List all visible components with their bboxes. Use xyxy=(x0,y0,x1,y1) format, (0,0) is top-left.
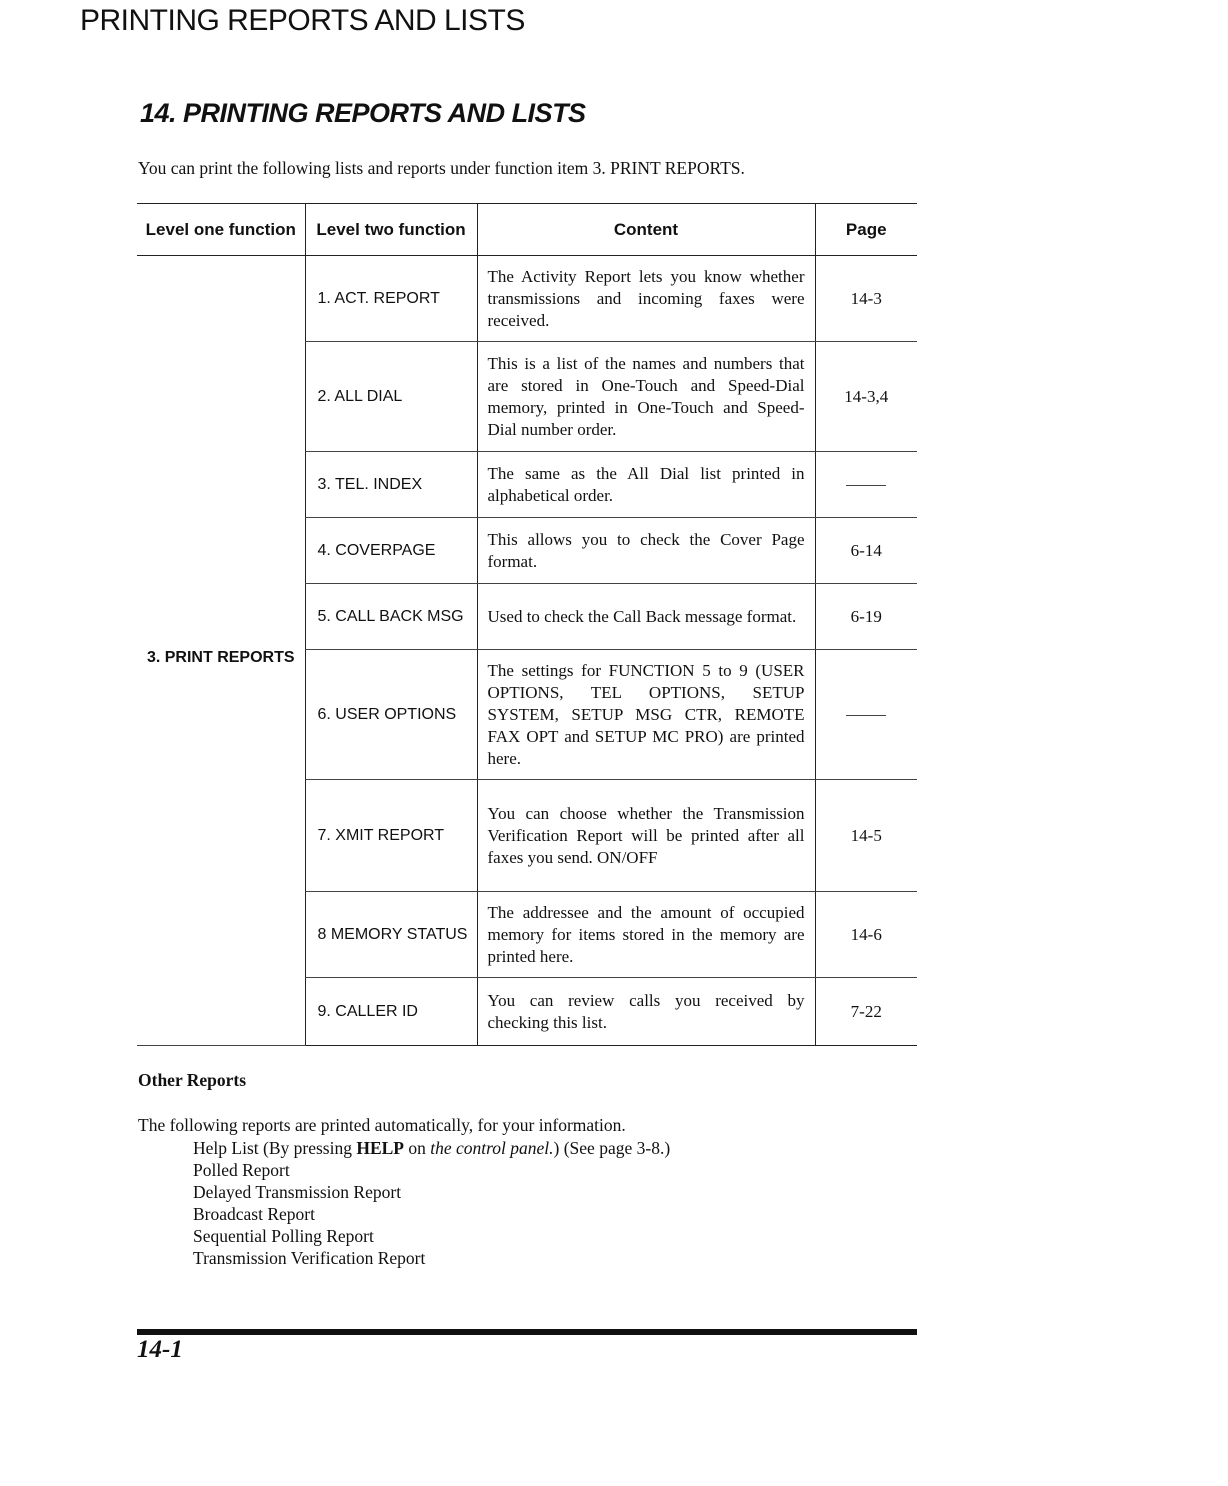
dash-placeholder xyxy=(846,715,886,716)
row-content: The Activity Report lets you know whether transmissions and incoming faxes were received. xyxy=(477,256,815,342)
other-reports-heading: Other Reports xyxy=(138,1070,247,1090)
help-control-panel: the control panel. xyxy=(430,1138,554,1158)
list-item: Sequential Polling Report xyxy=(193,1226,374,1246)
table-row xyxy=(137,256,917,342)
list-item-help-list xyxy=(193,1137,670,1159)
row-content: The addressee and the amount of occupied memory for items stored in the memory are printed here. xyxy=(477,892,815,978)
row-page xyxy=(815,650,917,780)
row-function: 6. USER OPTIONS xyxy=(305,650,477,780)
row-page: 14-3 xyxy=(815,256,917,342)
row-content: Used to check the Call Back message format. xyxy=(477,584,815,650)
row-content: This allows you to check the Cover Page format. xyxy=(477,518,815,584)
row-page: 6-19 xyxy=(815,584,917,650)
other-reports-intro: The following reports are printed automatically, for your information. xyxy=(138,1115,626,1135)
row-page: 7-22 xyxy=(815,978,917,1046)
other-reports-list xyxy=(193,1137,670,1269)
header-level-one: Level one function xyxy=(137,204,305,256)
help-list-prefix: Help List (By pressing xyxy=(193,1138,357,1158)
header-content: Content xyxy=(477,204,815,256)
row-function: 8 MEMORY STATUS xyxy=(305,892,477,978)
row-function: 7. XMIT REPORT xyxy=(305,780,477,892)
row-content: The same as the All Dial list printed in alphabetical order. xyxy=(477,452,815,518)
header-page: Page xyxy=(815,204,917,256)
header-level-two: Level two function xyxy=(305,204,477,256)
row-function: 5. CALL BACK MSG xyxy=(305,584,477,650)
row-page: 14-5 xyxy=(815,780,917,892)
help-list-suffix: ) (See page 3-8.) xyxy=(553,1138,671,1158)
row-page xyxy=(815,452,917,518)
help-on-text: on xyxy=(403,1138,431,1158)
row-content: You can choose whether the Transmission Verification Report will be printed after all faxes you send. ON/OFF xyxy=(477,780,815,892)
page-number: 14-1 xyxy=(137,1336,183,1363)
row-content: This is a list of the names and numbers that are stored in One-Touch and Speed-Dial memory, printed in One-Touch and Speed-Dial number order. xyxy=(477,342,815,452)
running-head: PRINTING REPORTS AND LISTS xyxy=(80,4,525,37)
row-function: 3. TEL. INDEX xyxy=(305,452,477,518)
level-one-function: 3. PRINT REPORTS xyxy=(137,256,305,1046)
row-content: The settings for FUNCTION 5 to 9 (USER OPTIONS, TEL OPTIONS, SETUP SYSTEM, SETUP MSG CTR, REMOTE FAX OPT and SETUP MC PRO) are printed here. xyxy=(477,650,815,780)
row-content: You can review calls you received by checking this list. xyxy=(477,978,815,1046)
table-header-row xyxy=(137,204,917,256)
footer-rule xyxy=(137,1329,917,1335)
help-key: HELP xyxy=(356,1138,404,1158)
list-item: Polled Report xyxy=(193,1160,290,1180)
intro-paragraph: You can print the following lists and reports under function item 3. PRINT REPORTS. xyxy=(138,158,745,178)
dash-placeholder xyxy=(846,485,886,486)
row-page: 14-6 xyxy=(815,892,917,978)
row-function: 1. ACT. REPORT xyxy=(305,256,477,342)
row-page: 6-14 xyxy=(815,518,917,584)
row-function: 4. COVERPAGE xyxy=(305,518,477,584)
row-page: 14-3,4 xyxy=(815,342,917,452)
row-function: 9. CALLER ID xyxy=(305,978,477,1046)
print-reports-table xyxy=(137,203,917,1046)
list-item: Transmission Verification Report xyxy=(193,1248,426,1268)
row-function: 2. ALL DIAL xyxy=(305,342,477,452)
chapter-title: 14. PRINTING REPORTS AND LISTS xyxy=(140,98,586,128)
list-item: Delayed Transmission Report xyxy=(193,1182,402,1202)
list-item: Broadcast Report xyxy=(193,1204,315,1224)
